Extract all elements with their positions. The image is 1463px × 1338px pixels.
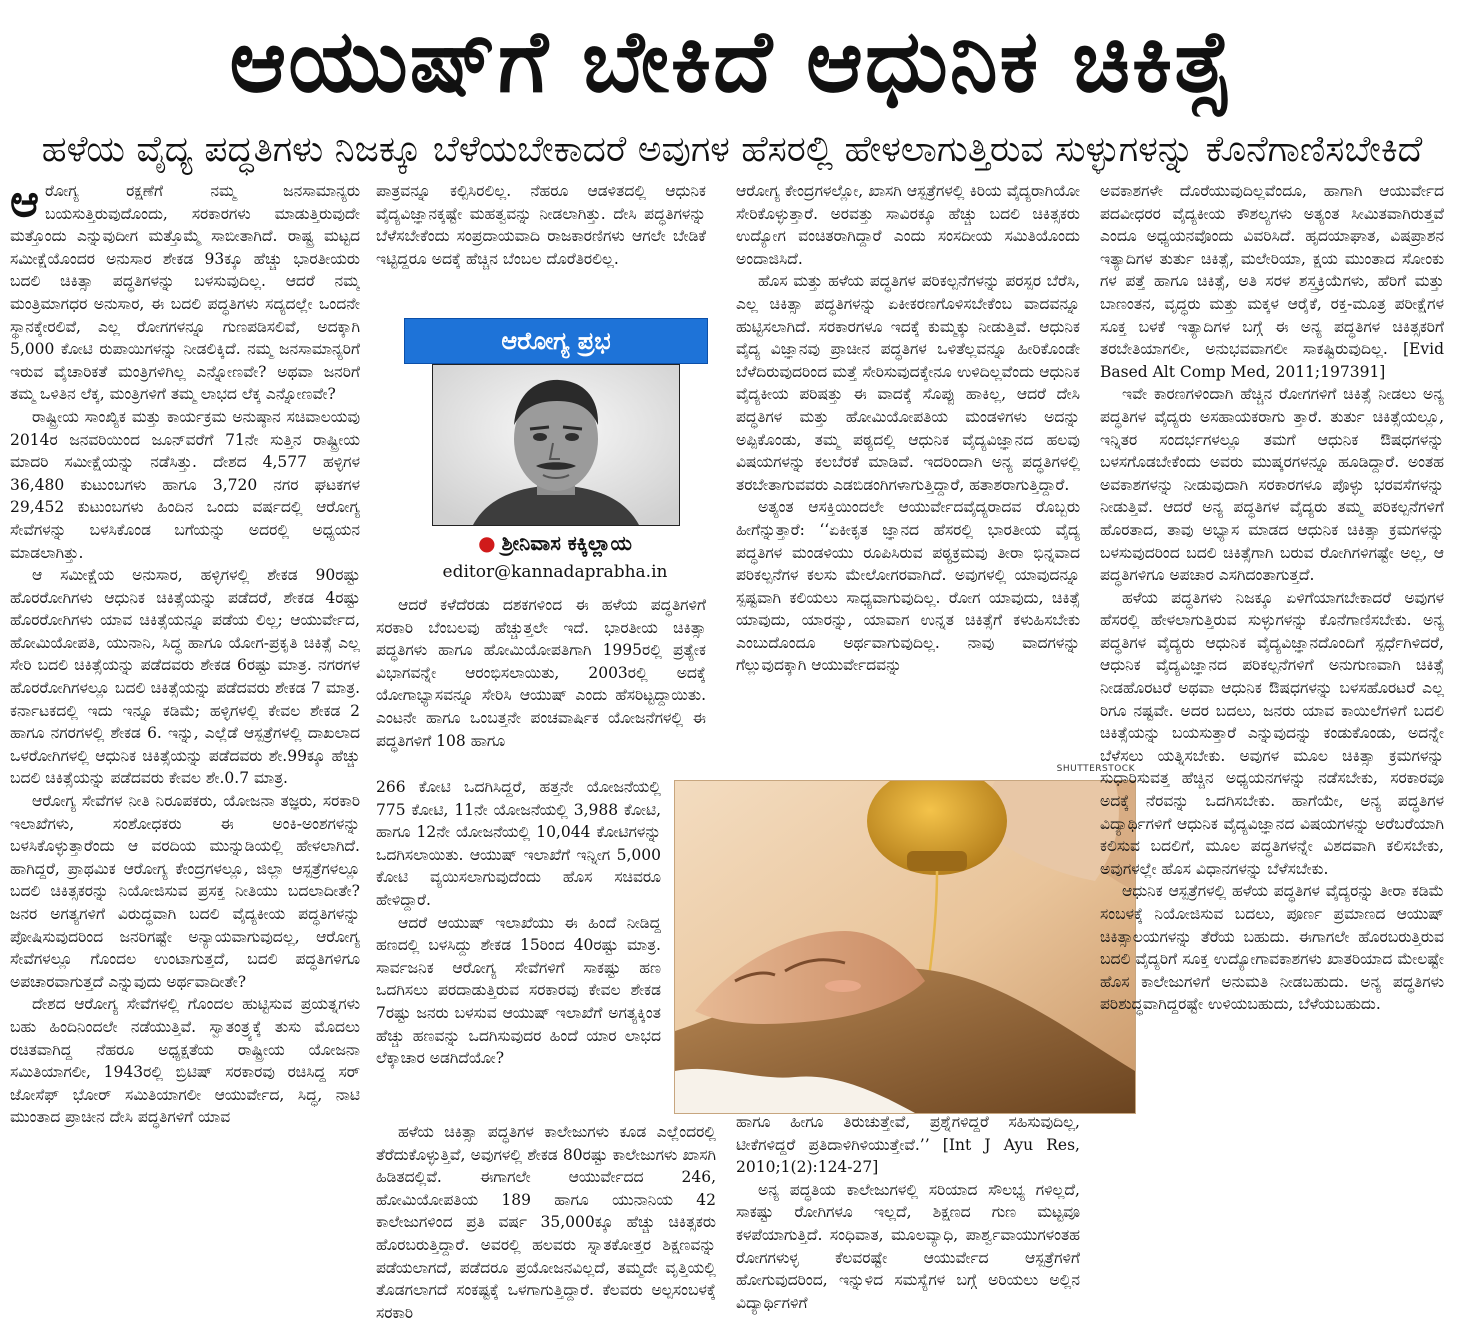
paragraph: ಹೊಸ ಮತ್ತು ಹಳೆಯ ಪದ್ಧತಿಗಳ ಪರಿಕಲ್ಪನೆಗಳನ್ನು ಪರಸ್ಪರ ಬೆರೆಸಿ, ಎಲ್ಲ ಚಿಕಿತ್ಸಾ ಪದ್ಧತಿಗಳನ್ನು ಏಕೀಕರಣಗೊಳಿಸಬೇಕೆಂಬ ವಾದವನ್ನೂ ಹುಟ್ಟಿಸಲಾಗಿದೆ. ಸರಕಾರಗಳೂ ಇದಕ್ಕೆ ಕುಮ್ಮಕ್ಕು ನೀಡುತ್ತಿವೆ. ಆಧುನಿಕ ವೈದ್ಯ ವಿಜ್ಞಾನವು ಪ್ರಾಚೀನ ಪದ್ಧತಿಗಳ ಒಳಿತೆಲ್ಲವನ್ನೂ ಹೀರಿಕೊಂಡೇ ಬೆಳೆದಿರುವುದರಿಂದ ಮತ್ತೆ ಸೇರಿಸುವುದಕ್ಕೇನೂ ಉಳಿದಿಲ್ಲವೆಂದು ಆಧುನಿಕ ವೈದ್ಯಕೀಯ ಪರಿಷತ್ತು ಈ ವಾದಕ್ಕೆ ಸೊಪ್ಪು ಹಾಕಿಲ್ಲ, ಆದರೆ ದೇಸಿ ಪದ್ಧತಿಗಳ ಮತ್ತು ಹೋಮಿಯೋಪತಿಯ ಮಂಡಳಿಗಳು ಅದನ್ನು ಅಪ್ಪಿಕೊಂಡು, ತಮ್ಮ ಪಠ್ಯದಲ್ಲಿ ಆಧುನಿಕ ವೈದ್ಯವಿಜ್ಞಾನದ ಹಲವು ವಿಷಯಗಳನ್ನು ಕಲಬೆರಕೆ ಮಾಡಿವೆ. ಇದರಿಂದಾಗಿ ಅನ್ಯ ಪದ್ಧತಿಗಳಲ್ಲಿ ತರಬೇತಾಗುವವರು ಎಡಬಿಡಂಗಿಗಳಾಗುತ್ತಿದ್ದಾರೆ, ಹತಾಶರಾಗುತ್ತಿದ್ದಾರೆ.: [736, 272, 1080, 494]
photo-credit: SHUTTERSTOCK: [1056, 764, 1135, 774]
column-3-top: [736, 180, 1080, 756]
column-4: [1100, 180, 1444, 1330]
subheadline: ಹಳೆಯ ವೈದ್ಯ ಪದ್ಧತಿಗಳು ನಿಜಕ್ಕೂ ಬೆಳೆಯಬೇಕಾದರೆ ಅವುಗಳ ಹೆಸರಲ್ಲಿ ಹೇಳಲಾಗುತ್ತಿರುವ ಸುಳ್ಳುಗಳನ್ನು ಕೊನೆಗಾಣಿಸಬೇಕಿದೆ: [41, 129, 1423, 170]
paragraph: 266 ಕೋಟಿ ಒದಗಿಸಿದ್ದರೆ, ಹತ್ತನೇ ಯೋಜನೆಯಲ್ಲಿ 775 ಕೋಟಿ, 11ನೇ ಯೋಜನೆಯಲ್ಲಿ 3,988 ಕೋಟಿ, ಹಾಗೂ 12ನೇ ಯೋಜನೆಯಲ್ಲಿ 10,044 ಕೋಟಿಗಳನ್ನು ಒದಗಿಸಲಾಯಿತು. ಆಯುಷ್ ಇಲಾಖೆಗೆ ಇನ್ನೀಗ 5,000 ಕೋಟಿ ವ್ಯಯಿಸಲಾಗುವುದೆಂದು ಹೊಸ ಸಚಿವರೂ ಹೇಳಿದ್ದಾರೆ.: [376, 778, 661, 909]
paragraph: ಆರೋಗ್ಯ ಕೇಂದ್ರಗಳಲ್ಲೋ, ಖಾಸಗಿ ಆಸ್ಪತ್ರೆಗಳಲ್ಲಿ ಕಿರಿಯ ವೈದ್ಯರಾಗಿಯೋ ಸೇರಿಕೊಳ್ಳುತ್ತಾರೆ. ಅರವತ್ತು ಸಾವಿರಕ್ಕೂ ಹೆಚ್ಚು ಬದಲಿ ಚಿಕಿತ್ಸಕರು ಉದ್ಯೋಗ ವಂಚಿತರಾಗಿದ್ದಾರೆ ಎಂದು ಸಂಸದೀಯ ಸಮಿತಿಯೊಂದು ಅಂದಾಜಿಸಿದೆ.: [736, 182, 1080, 268]
paragraph: ಆ ಸಮೀಕ್ಷೆಯ ಅನುಸಾರ, ಹಳ್ಳಿಗಳಲ್ಲಿ ಶೇಕಡ 90ರಷ್ಟು ಹೊರರೋಗಿಗಳು ಆಧುನಿಕ ಚಿಕಿತ್ಸೆಯನ್ನು ಪಡೆದರೆ, ಶೇಕಡ 4ರಷ್ಟು ಹೊರರೋಗಿಗಳು ಯಾವ ಚಿಕಿತ್ಸೆಯನ್ನೂ ಪಡೆಯ ಲಿಲ್ಲ; ಆಯುರ್ವೇದ, ಹೋಮಿಯೋಪತಿ, ಯುನಾನಿ, ಸಿದ್ಧ ಹಾಗೂ ಯೋಗ-ಪ್ರಕೃತಿ ಚಿಕಿತ್ಸೆ ಎಲ್ಲ ಸೇರಿ ಬದಲಿ ಚಿಕಿತ್ಸೆಯನ್ನು ಪಡೆದವರು ಶೇಕಡ 6ರಷ್ಟು ಮಾತ್ರ. ನಗರಗಳ ಹೊರರೋಗಿಗಳಲ್ಲೂ ಬದಲಿ ಚಿಕಿತ್ಸೆಯನ್ನು ಪಡೆದವರು ಶೇಕಡ 7 ಮಾತ್ರ. ಕರ್ನಾಟಕದಲ್ಲಿ ಇದು ಇನ್ನೂ ಕಡಿಮೆ; ಹಳ್ಳಿಗಳಲ್ಲಿ ಕೇವಲ ಶೇಕಡ 2 ಹಾಗೂ ನಗರಗಳಲ್ಲಿ ಶೇಕಡ 6. ಇನ್ನು, ಎಲ್ಲೆಡೆ ಆಸ್ಪತ್ರೆಗಳಲ್ಲಿ ದಾಖಲಾದ ಒಳರೋಗಿಗಳಲ್ಲಿ ಆಧುನಿಕ ಚಿಕಿತ್ಸೆಯನ್ನು ಪಡೆದವರು ಶೇ.99ಕ್ಕೂ ಹೆಚ್ಚು ಬದಲಿ ಚಿಕಿತ್ಸೆಯನ್ನು ಪಡೆದವರು ಕೇವಲ ಶೇ.0.7 ಮಾತ್ರ.: [10, 566, 360, 788]
headline: ಆಯುಷ್‌ಗೆ ಬೇಕಿದೆ ಆಧುನಿಕ ಚಿಕಿತ್ಸೆ: [229, 12, 1234, 112]
column-label: ಆರೋಗ್ಯ ಪ್ರಭ: [404, 318, 708, 364]
paragraph: ಹಳೆಯ ಚಿಕಿತ್ಸಾ ಪದ್ಧತಿಗಳ ಕಾಲೇಜುಗಳು ಕೂಡ ಎಲ್ಲೆಂದರಲ್ಲಿ ತೆರೆದುಕೊಳ್ಳುತ್ತಿವೆ, ಅವುಗಳಲ್ಲಿ ಶೇಕಡ 80ರಷ್ಟು ಕಾಲೇಜುಗಳು ಖಾಸಗಿ ಹಿಡಿತದಲ್ಲಿವೆ. ಈಗಾಗಲೇ ಆಯುರ್ವೇದದ 246, ಹೋಮಿಯೋಪತಿಯ 189 ಹಾಗೂ ಯುನಾನಿಯ 42 ಕಾಲೇಜುಗಳಿಂದ ಪ್ರತಿ ವರ್ಷ 35,000ಕ್ಕೂ ಹೆಚ್ಚು ಚಿಕಿತ್ಸಕರು ಹೊರಬರುತ್ತಿದ್ದಾರೆ. ಅವರಲ್ಲಿ ಹಲವರು ಸ್ನಾತಕೋತ್ತರ ಶಿಕ್ಷಣವನ್ನು ಪಡೆಯಲಾಗದೆ, ಪಡೆದರೂ ಪ್ರಯೋಜನವಿಲ್ಲದೆ, ತಮ್ಮದೇ ವೃತ್ತಿಯಲ್ಲಿ ತೊಡಗಲಾಗದೆ ಸಂಕಷ್ಟಕ್ಕೆ ಒಳಗಾಗುತ್ತಿದ್ದಾರೆ. ಕೆಲವರು ಅಲ್ಪಸಂಬಳಕ್ಕೆ ಸರಕಾರಿ: [376, 1123, 716, 1322]
paragraph: ದೇಶದ ಆರೋಗ್ಯ ಸೇವೆಗಳಲ್ಲಿ ಗೊಂದಲ ಹುಟ್ಟಿಸುವ ಪ್ರಯತ್ನಗಳು ಬಹು ಹಿಂದಿನಿಂದಲೇ ನಡೆಯುತ್ತಿವೆ. ಸ್ವಾತಂತ್ರ್ಯಕ್ಕೆ ತುಸು ಮೊದಲು ರಚಿತವಾಗಿದ್ದ ನೆಹರೂ ಅಧ್ಯಕ್ಷತೆಯ ರಾಷ್ಟ್ರೀಯ ಯೋಜನಾ ಸಮಿತಿಯಾಗಲೀ, 1943ರಲ್ಲಿ ಬ್ರಿಟಿಷ್ ಸರಕಾರವು ರಚಿಸಿದ್ದ ಸರ್ ಜೋಸೆಫ್ ಭೋರ್ ಸಮಿತಿಯಾಗಲೀ ಆಯುರ್ವೇದ, ಸಿದ್ಧ, ನಾಟಿ ಮುಂತಾದ ಪ್ರಾಚೀನ ದೇಸಿ ಪದ್ಧತಿಗಳಿಗೆ ಯಾವ: [10, 995, 360, 1127]
bullet-icon: ●: [478, 531, 496, 555]
column-2-narrow: [376, 776, 661, 1121]
author-byline: ● ಶ್ರೀನಿವಾಸ ಕಕ್ಕಿಲ್ಲಾಯ: [478, 531, 632, 555]
column-3-bottom: [736, 1111, 1080, 1333]
paragraph: ಆರೋಗ್ಯ ಸೇವೆಗಳ ನೀತಿ ನಿರೂಪಕರು, ಯೋಜನಾ ತಜ್ಞರು, ಸರಕಾರಿ ಇಲಾಖೆಗಳು, ಸಂಶೋಧಕರು ಈ ಅಂಕಿ-ಅಂಶಗಳನ್ನು ಬಳಸಿಕೊಳ್ಳುತ್ತಾರೆಂದು ಆ ವರದಿಯ ಮುನ್ನುಡಿಯಲ್ಲಿ ಹೇಳಲಾಗಿದೆ. ಹಾಗಿದ್ದರೆ, ಪ್ರಾಥಮಿಕ ಆರೋಗ್ಯ ಕೇಂದ್ರಗಳಲ್ಲೂ, ಜಿಲ್ಲಾ ಆಸ್ಪತ್ರೆಗಳಲ್ಲೂ ಬದಲಿ ಚಿಕಿತ್ಸಕರನ್ನು ನಿಯೋಜಿಸುವ ಪ್ರಸಕ್ತ ನೀತಿಯು ಬದಲಾದೀತೇ? ಜನರ ಅಗತ್ಯಗಳಿಗೆ ವಿರುದ್ಧವಾಗಿ ಬದಲಿ ವೈದ್ಯಕೀಯ ಪದ್ಧತಿಗಳನ್ನು ಪೋಷಿಸುವುದರಿಂದ ಜನರಿಗಷ್ಟೇ ಅನ್ಯಾಯವಾಗುವುದಲ್ಲ, ಆರೋಗ್ಯ ಸೇವೆಗಳಲ್ಲೂ ಗೊಂದಲ ಉಂಟಾಗುತ್ತದೆ, ಬದಲಿ ಪದ್ಧತಿಗಳಿಗೂ ಅಪಚಾರವಾಗುತ್ತದೆ ಎನ್ನುವುದು ಅರ್ಥವಾದೀತೇ?: [10, 792, 360, 991]
drop-cap: ಆ: [10, 180, 40, 227]
column-1: [10, 180, 360, 1330]
paragraph: ಹಾಗೂ ಹೀಗೂ ತಿರುಚುತ್ತೇವೆ, ಪ್ರಶ್ನೆಗಳಿದ್ದರೆ ಸಹಿಸುವುದಿಲ್ಲ, ಟೀಕೆಗಳಿದ್ದರೆ ಪ್ರತಿದಾಳಿಗಿಳಿಯುತ್ತೇವೆ.’’ [Int J Ayu Res, 2010;1(2):124-27]: [736, 1113, 1080, 1177]
article-photo: [674, 780, 1136, 1114]
column-2-bottom: [376, 1121, 716, 1333]
author-email[interactable]: editor@kannadaprabha.in: [442, 562, 668, 582]
paragraph: ರಾಷ್ಟ್ರೀಯ ಸಾಂಖ್ಯಿಕ ಮತ್ತು ಕಾರ್ಯಕ್ರಮ ಅನುಷ್ಠಾನ ಸಚಿವಾಲಯವು 2014ರ ಜನವರಿಯಿಂದ ಜೂನ್‌ವರೆಗೆ 71ನೇ ಸುತ್ತಿನ ರಾಷ್ಟ್ರೀಯ ಮಾದರಿ ಸಮೀಕ್ಷೆಯನ್ನು ನಡೆಸಿತ್ತು. ದೇಶದ 4,577 ಹಳ್ಳಿಗಳ 36,480 ಕುಟುಂಬಗಳು ಹಾಗೂ 3,720 ನಗರ ಘಟಕಗಳ 29,452 ಕುಟುಂಬಗಳು ಹಿಂದಿನ ಒಂದು ವರ್ಷದಲ್ಲಿ ಆರೋಗ್ಯ ಸೇವೆಗಳನ್ನು ಬಳಸಿಕೊಂಡ ಬಗೆಯನ್ನು ಅದರಲ್ಲಿ ಅಧ್ಯಯನ ಮಾಡಲಾಗಿತ್ತು.: [10, 407, 360, 562]
paragraph: ಆರೋಗ್ಯ ರಕ್ಷಣೆಗೆ ನಮ್ಮ ಜನಸಾಮಾನ್ಯರು ಬಯಸುತ್ತಿರುವುದೊಂದು, ಸರಕಾರಗಳು ಮಾಡುತ್ತಿರುವುದೇ ಮತ್ತೊಂದು ಎನ್ನುವುದೀಗ ಮತ್ತೊಮ್ಮೆ ಸಾಬೀತಾಗಿದೆ. ರಾಷ್ಟ್ರ ಮಟ್ಟದ ಸಮೀಕ್ಷೆಯೊಂದರ ಅನುಸಾರ ಶೇಕಡ 93ಕ್ಕೂ ಹೆಚ್ಚು ಭಾರತೀಯರು ಬದಲಿ ಚಿಕಿತ್ಸಾ ಪದ್ಧತಿಗಳನ್ನು ಬಳಸುವುದಿಲ್ಲ. ಆದರೆ ನಮ್ಮ ಮಂತ್ರಿಮಾಗಧರ ಅನುಸಾರ, ಈ ಬದಲಿ ಪದ್ಧತಿಗಳು ಸದ್ಯದಲ್ಲೇ ಒಂದನೇ ಸ್ಥಾನಕ್ಕೇರಲಿವೆ, ಎಲ್ಲ ರೋಗಗಳನ್ನೂ ಗುಣಪಡಿಸಲಿವೆ, ಅದಕ್ಕಾಗಿ 5,000 ಕೋಟಿ ರುಪಾಯಿಗಳನ್ನು ನೀಡಲಿಕ್ಕಿದೆ. ನಮ್ಮ ಜನಸಾಮಾನ್ಯರಿಗೆ ಇರುವ ವೈಚಾರಿಕತೆ ಮಂತ್ರಿಗಳಿಗಿಲ್ಲ ಎನ್ನೋಣವೇ? ಅಥವಾ ಜನರಿಗೆ ತಮ್ಮ ಒಳಿತಿನ ಲೆಕ್ಕ, ಮಂತ್ರಿಗಳಿಗೆ ತಮ್ಮ ಲಾಭದ ಲೆಕ್ಕ ಎನ್ನೋಣವೇ?: [10, 180, 360, 404]
column-2-top: [376, 180, 706, 300]
paragraph: ಆದರೆ ಕಳೆದೆರಡು ದಶಕಗಳಿಂದ ಈ ಹಳೆಯ ಪದ್ಧತಿಗಳಿಗೆ ಸರಕಾರಿ ಬೆಂಬಲವು ಹೆಚ್ಚುತ್ತಲೇ ಇದೆ. ಭಾರತೀಯ ಚಿಕಿತ್ಸಾ ಪದ್ಧತಿಗಳು ಹಾಗೂ ಹೋಮಿಯೋಪತಿಗಾಗಿ 1995ರಲ್ಲಿ ಪ್ರತ್ಯೇಕ ವಿಭಾಗವನ್ನೇ ಆರಂಭಿಸಲಾಯಿತು, 2003ರಲ್ಲಿ ಅದಕ್ಕೆ ಯೋಗಾಭ್ಯಾಸವನ್ನೂ ಸೇರಿಸಿ ಆಯುಷ್ ಎಂದು ಹೆಸರಿಟ್ಟದ್ದಾಯಿತು. ಎಂಟನೇ ಹಾಗೂ ಒಂಬತ್ತನೇ ಪಂಚವಾರ್ಷಿಕ ಯೋಜನೆಗಳಲ್ಲಿ ಈ ಪದ್ಧತಿಗಳಿಗೆ 108 ಹಾಗೂ: [376, 596, 706, 750]
paragraph: ಅನ್ಯ ಪದ್ಧತಿಯ ಕಾಲೇಜುಗಳಲ್ಲಿ ಸರಿಯಾದ ಸೌಲಭ್ಯ ಗಳಿಲ್ಲದೆ, ಸಾಕಷ್ಟು ರೋಗಿಗಳೂ ಇಲ್ಲದೆ, ಶಿಕ್ಷಣದ ಗುಣ ಮಟ್ಟವೂ ಕಳಪೆಯಾಗುತ್ತಿದೆ. ಸಂಧಿವಾತ, ಮೂಲವ್ಯಾಧಿ, ಪಾರ್ಶ್ವವಾಯುಗಳಂತಹ ರೋಗಗಳುಳ್ಳ ಕೆಲವರಷ್ಟೇ ಆಯುರ್ವೇದ ಆಸ್ಪತ್ರೆಗಳಿಗೆ ಹೋಗುವುದರಿಂದ, ಇನ್ನುಳಿದ ಸಮಸ್ಯೆಗಳ ಬಗ್ಗೆ ಅರಿಯಲು ಅಲ್ಲಿನ ವಿದ್ಯಾರ್ಥಿಗಳಿಗೆ: [736, 1180, 1080, 1312]
paragraph: ಇವೇ ಕಾರಣಗಳಿಂದಾಗಿ ಹೆಚ್ಚಿನ ರೋಗಗಳಿಗೆ ಚಿಕಿತ್ಸೆ ನೀಡಲು ಅನ್ಯ ಪದ್ಧತಿಗಳ ವೈದ್ಯರು ಅಸಹಾಯಕರಾಗು ತ್ತಾರೆ. ತುರ್ತು ಚಿಕಿತ್ಸೆಯಲ್ಲೂ, ಇನ್ನಿತರ ಸಂದರ್ಭಗಳಲ್ಲೂ ತಮಗೆ ಆಧುನಿಕ ಔಷಧಗಳನ್ನು ಬಳಸಗೊಡಬೇಕೆಂದು ಅವರು ಮುಷ್ಕರಗಳನ್ನೂ ಹೂಡಿದ್ದಾರೆ. ಅಂತಹ ಅವಕಾಶಗಳನ್ನು ನೀಡುವುದಾಗಿ ಸರಕಾರಗಳೂ ಪೊಳ್ಳು ಭರವಸೆಗಳನ್ನು ನೀಡುತ್ತಿವೆ. ಆದರೆ ಅನ್ಯ ಪದ್ಧತಿಗಳ ವೈದ್ಯರು ತಮ್ಮ ಪರಿಕಲ್ಪನೆಗಳಿಗೆ ಹೊರತಾದ, ತಾವು ಅಭ್ಯಾಸ ಮಾಡದ ಆಧುನಿಕ ಚಿಕಿತ್ಸಾ ಕ್ರಮಗಳನ್ನು ಬಳಸುವುದರಿಂದ ಬದಲಿ ಚಿಕಿತ್ಸೆಗಾಗಿ ಬರುವ ರೋಗಿಗಳಿಗಷ್ಟೇ ಅಲ್ಲ, ಆ ಪದ್ಧತಿಗಳಿಗೂ ಅಪಚಾರ ಎಸಗಿದಂತಾಗುತ್ತದೆ.: [1100, 385, 1444, 585]
paragraph: ಆದರೆ ಆಯುಷ್ ಇಲಾಖೆಯು ಈ ಹಿಂದೆ ನೀಡಿದ್ದ ಹಣದಲ್ಲಿ ಬಳಸಿದ್ದು ಶೇಕಡ 15ರಿಂದ 40ರಷ್ಟು ಮಾತ್ರ. ಸಾರ್ವಜನಿಕ ಆರೋಗ್ಯ ಸೇವೆಗಳಿಗೆ ಸಾಕಷ್ಟು ಹಣ ಒದಗಿಸಲು ಪರದಾಡುತ್ತಿರುವ ಸರಕಾರವು ಕೇವಲ ಶೇಕಡ 7ರಷ್ಟು ಜನರು ಬಳಸುವ ಆಯುಷ್ ಇಲಾಖೆಗೆ ಅಗತ್ಯಕ್ಕಿಂತ ಹೆಚ್ಚು ಹಣವನ್ನು ಒದಗಿಸುವುದರ ಹಿಂದೆ ಯಾರ ಲಾಭದ ಲೆಕ್ಕಾಚಾರ ಅಡಗಿದೆಯೋ?: [376, 913, 661, 1068]
author-photo: [432, 364, 680, 526]
paragraph: ಅತ್ಯಂತ ಆಸಕ್ತಿಯಿಂದಲೇ ಆಯುರ್ವೇದವೈದ್ಯರಾದವ ರೊಬ್ಬರು ಹೀಗೆನ್ನುತ್ತಾರೆ: ‘‘ಏಕೀಕೃತ ಜ್ಞಾನದ ಹೆಸರಲ್ಲಿ ಭಾರತೀಯ ವೈದ್ಯ ಪದ್ಧತಿಗಳ ಮಂಡಳಿಯು ರೂಪಿಸಿರುವ ಪಠ್ಯಕ್ರಮವು ತೀರಾ ಭಿನ್ನವಾದ ಪರಿಕಲ್ಪನೆಗಳ ಕಲಸು ಮೇಲೋಗರವಾಗಿದೆ. ಅವುಗಳಲ್ಲಿ ಯಾವುದನ್ನೂ ಸ್ಪಷ್ಟವಾಗಿ ಕಲಿಯಲು ಸಾಧ್ಯವಾಗುವುದಿಲ್ಲ. ರೋಗ ಯಾವುದು, ಚಿಕಿತ್ಸೆ ಯಾವುದು, ಯಾರನ್ನು, ಯಾವಾಗ ಉನ್ನತ ಚಿಕಿತ್ಸೆಗೆ ಕಳುಹಿಸಬೇಕು ಎಂಬುದೊಂದೂ ಅರ್ಥವಾಗುವುದಿಲ್ಲ. ನಾವು ವಾದಗಳನ್ನು ಗೆಲ್ಲುವುದಕ್ಕಾಗಿ ಆಯುರ್ವೇದವನ್ನು: [736, 498, 1080, 675]
paragraph: ಹಳೆಯ ಪದ್ಧತಿಗಳು ನಿಜಕ್ಕೂ ಏಳಿಗೆಯಾಗಬೇಕಾದರೆ ಅವುಗಳ ಹೆಸರಲ್ಲಿ ಹೇಳಲಾಗುತ್ತಿರುವ ಸುಳ್ಳುಗಳನ್ನು ಕೊನೆಗಾಣಿಸಬೇಕು. ಅನ್ಯ ಪದ್ಧತಿಗಳ ವೈದ್ಯರು ಆಧುನಿಕ ವೈದ್ಯವಿಜ್ಞಾನದೊಂದಿಗೆ ಸ್ಪರ್ಧೆಗಿಳಿದರೆ, ಆಧುನಿಕ ವೈದ್ಯವಿಜ್ಞಾನದ ಪರಿಕಲ್ಪನೆಗಳಿಗೆ ಅನುಗುಣವಾಗಿ ಚಿಕಿತ್ಸೆ ನೀಡಹೊರಟರೆ ಅಥವಾ ಆಧುನಿಕ ಔಷಧಗಳನ್ನು ಬಳಸಹೊರಟರೆ ಎಲ್ಲ ರಿಗೂ ನಷ್ಟವೇ. ಅದರ ಬದಲು, ಜನರು ಯಾವ ಕಾಯಿಲೆಗಳಿಗೆ ಬದಲಿ ಚಿಕಿತ್ಸೆಯನ್ನು ಬಯಸುತ್ತಾರೆ ಎನ್ನುವುದನ್ನು ಕಂಡುಕೊಂಡು, ಅದನ್ನೇ ಬೆಳೆಸಲು ಯತ್ನಿಸಬೇಕು. ಅವುಗಳ ಮೂಲ ಚಿಕಿತ್ಸಾ ಕ್ರಮಗಳನ್ನು ಸುಧಾರಿಸುವತ್ತ ಹೆಚ್ಚಿನ ಅಧ್ಯಯನಗಳನ್ನು ನಡೆಸಬೇಕು, ಸರಕಾರವೂ ಅದಕ್ಕೆ ನೆರವನ್ನು ಒದಗಿಸಬೇಕು. ಹಾಗೆಯೇ, ಅನ್ಯ ಪದ್ಧತಿಗಳ ವಿದ್ಯಾರ್ಥಿಗಳಿಗೆ ಆಧುನಿಕ ವೈದ್ಯವಿಜ್ಞಾನದ ವಿಷಯಗಳನ್ನು ಅರೆಬರೆಯಾಗಿ ಕಲಿಸುವ ಬದಲಿಗೆ, ಮೂಲ ಪದ್ಧತಿಗಳನ್ನೇ ವಿಶದವಾಗಿ ಕಲಿಸಬೇಕು, ಅವುಗಳಲ್ಲೇ ಹೊಸ ವಿಧಾನಗಳನ್ನು ಬೆಳೆಸಬೇಕು.: [1100, 588, 1444, 878]
column-2-middle: [376, 594, 706, 776]
paragraph: ಅವಕಾಶಗಳೇ ದೊರೆಯುವುದಿಲ್ಲವೆಂದೂ, ಹಾಗಾಗಿ ಆಯುರ್ವೇದ ಪದವೀಧರರ ವೈದ್ಯಕೀಯ ಕೌಶಲ್ಯಗಳು ಅತ್ಯಂತ ಸೀಮಿತವಾಗಿರುತ್ತವೆ ಎಂದೂ ಅಧ್ಯಯನವೊಂದು ವಿವರಿಸಿದೆ. ಹೃದಯಾಘಾತ, ವಿಷಪ್ರಾಶನ ಇತ್ಯಾದಿಗಳ ತುರ್ತು ಚಿಕಿತ್ಸೆ, ಮಲೇರಿಯಾ, ಕ್ಷಯ ಮುಂತಾದ ಸೋಂಕು ಗಳ ಪತ್ತೆ ಹಾಗೂ ಚಿಕಿತ್ಸೆ, ಅತಿ ಸರಳ ಶಸ್ತ್ರಕ್ರಿಯೆಗಳು, ಹೆರಿಗೆ ಮತ್ತು ಬಾಣಂತನ, ವೃದ್ಧರು ಮತ್ತು ಮಕ್ಕಳ ಆರೈಕೆ, ರಕ್ತ-ಮೂತ್ರ ಪರೀಕ್ಷೆಗಳ ಸೂಕ್ತ ಬಳಕೆ ಇತ್ಯಾದಿಗಳ ಬಗ್ಗೆ ಈ ಅನ್ಯ ಪದ್ಧತಿಗಳ ಚಿಕಿತ್ಸಕರಿಗೆ ತರಬೇತಿಯಾಗಲೀ, ಅನುಭವವಾಗಲೀ ಸಾಕಷ್ಟಿರುವುದಿಲ್ಲ. [Evid Based Alt Comp Med, 2011;197391]: [1100, 182, 1444, 381]
paragraph: ಆಧುನಿಕ ಆಸ್ಪತ್ರೆಗಳಲ್ಲಿ ಹಳೆಯ ಪದ್ಧತಿಗಳ ವೈದ್ಯರನ್ನು ತೀರಾ ಕಡಿಮೆ ಸಂಬಳಕ್ಕೆ ನಿಯೋಜಿಸುವ ಬದಲು, ಪೂರ್ಣ ಪ್ರಮಾಣದ ಆಯುಷ್ ಚಿಕಿತ್ಸಾಲಯಗಳನ್ನು ತೆರೆಯ ಬಹುದು. ಈಗಾಗಲೇ ಹೊರಬರುತ್ತಿರುವ ಬದಲಿ ವೈದ್ಯರಿಗೆ ಸೂಕ್ತ ಉದ್ಯೋಗಾವಕಾಶಗಳು ಖಾತರಿಯಾದ ಮೇಲಷ್ಟೇ ಹೊಸ ಕಾಲೇಜುಗಳಿಗೆ ಅನುಮತಿ ನೀಡಬಹುದು. ಅನ್ಯ ಪದ್ಧತಿಗಳು ಪರಿಶುದ್ಧವಾಗಿದ್ದರಷ್ಟೇ ಉಳಿಯಬಹುದು, ಬೆಳೆಯಬಹುದು.: [1100, 882, 1444, 1014]
paragraph: ಪಾತ್ರವನ್ನೂ ಕಲ್ಪಿಸಿರಲಿಲ್ಲ. ನೆಹರೂ ಆಡಳಿತದಲ್ಲಿ ಆಧುನಿಕ ವೈದ್ಯವಿಜ್ಞಾನಕ್ಕಷ್ಟೇ ಮಹತ್ವವನ್ನು ನೀಡಲಾಗಿತ್ತು. ದೇಸಿ ಪದ್ಧತಿಗಳನ್ನು ಬೆಳೆಸಬೇಕೆಂದು ಸಂಪ್ರದಾಯವಾದಿ ರಾಜಕಾರಣಿಗಳು ಆಗಲೇ ಬೇಡಿಕೆ ಇಟ್ಟಿದ್ದರೂ ಅದಕ್ಕೆ ಹೆಚ್ಚಿನ ಬೆಂಬಲ ದೊರೆತಿರಲಿಲ್ಲ.: [376, 182, 706, 268]
